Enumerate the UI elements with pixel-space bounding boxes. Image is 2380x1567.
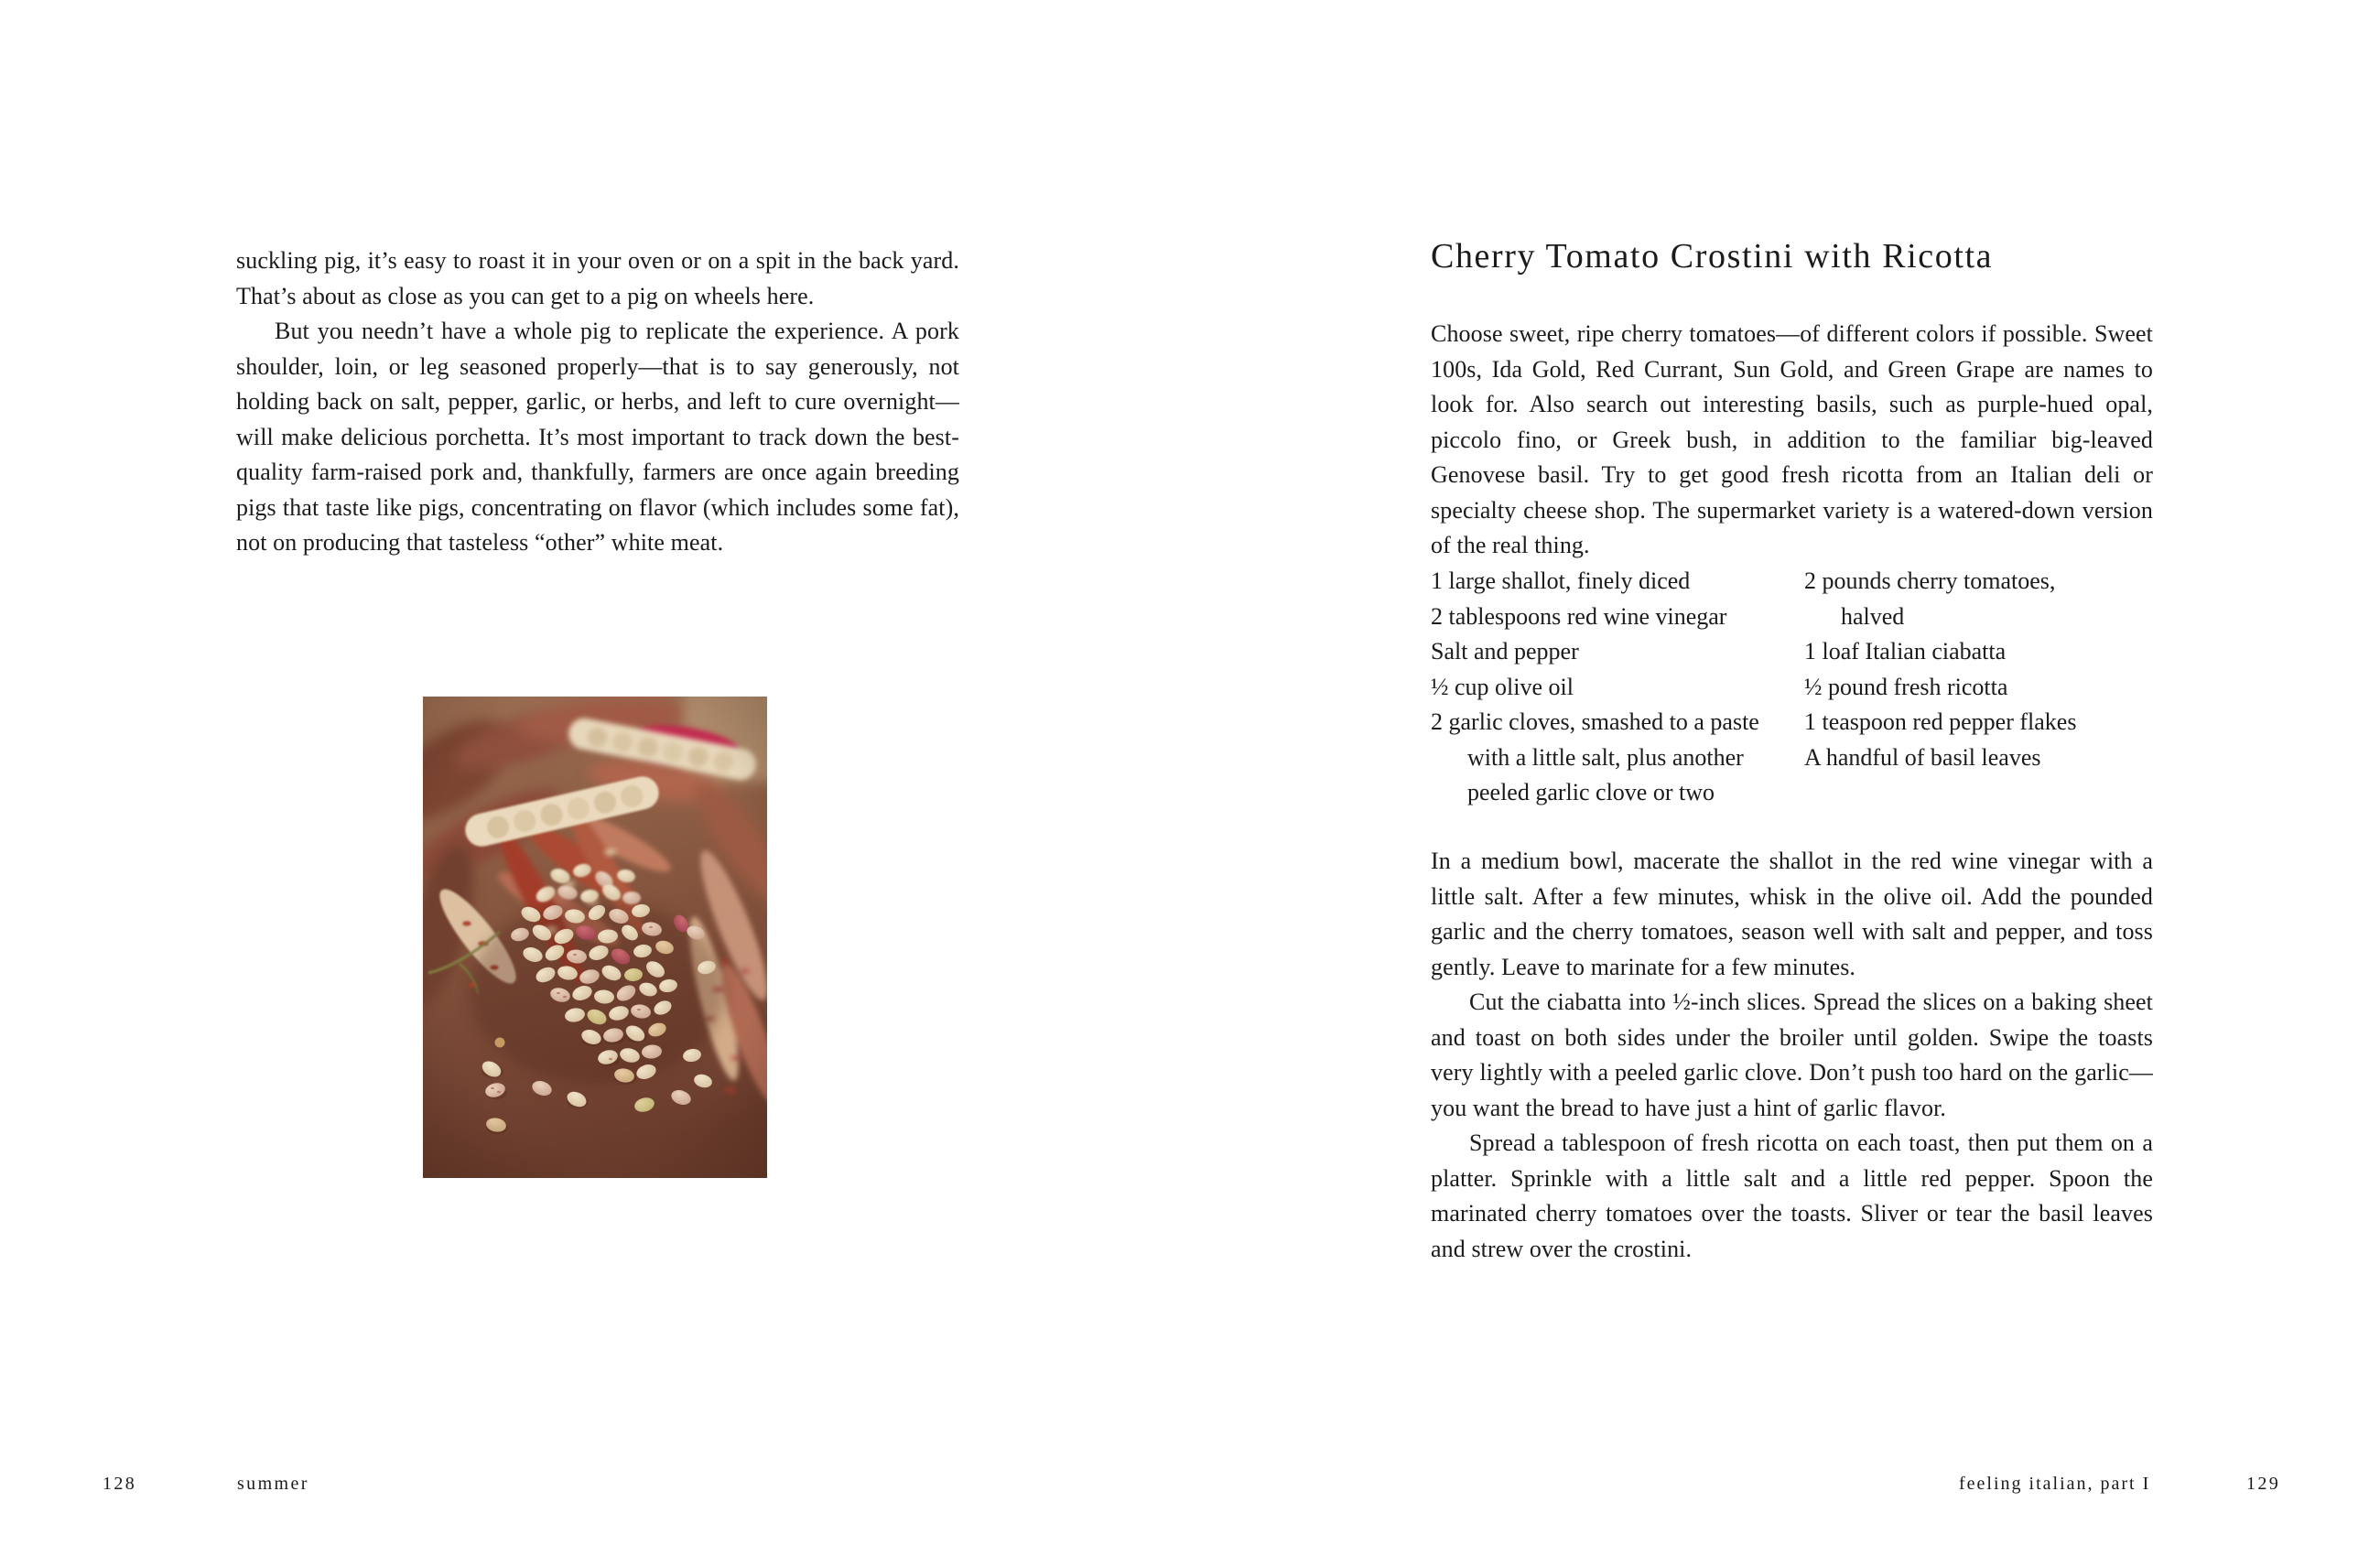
ingredient-line-continuation: halved <box>1841 602 1905 630</box>
beans-photo-illustration <box>423 697 767 1178</box>
body-paragraph-continuation: suckling pig, it’s easy to roast it in your oven or on a spit in the back yard. That’s about as close as you can get to a pig on wheels here. <box>236 247 959 309</box>
ingredient-line: A handful of basil leaves <box>1804 743 2041 771</box>
ingredient-line: Salt and pepper <box>1431 638 1579 665</box>
method-paragraph: Cut the ciabatta into ½-inch slices. Spread the slices on a baking sheet and toast on both sides under the broiler until golden. Swipe the toasts very lightly with a peeled garlic clove. Don’t push too hard on the garlic—you want the bread to have just a hint of garlic flavor. <box>1431 989 2153 1121</box>
ingredient-line: 1 teaspoon red pepper flakes <box>1804 708 2077 735</box>
method-paragraph: Spread a tablespoon of fresh ricotta on each toast, then put them on a platter. Sprinkle with a little salt and a little red pepper. Spoon the marinated cherry tomatoes over the toasts. Sliver or tear the basil leaves and strew over the crostini. <box>1431 1129 2153 1262</box>
method-text <box>1431 844 2153 1267</box>
running-foot-section: summer <box>237 1474 309 1494</box>
recipe-headnote: Choose sweet, ripe cherry tomatoes—of different colors if possible. Sweet 100s, Ida Gold, Red Currant, Sun Gold, and Green Grape are names to look for. Also search out interesting basils, such as purple-hued opal, piccolo fino, or Greek bush, in addition to the familiar big-leaved Genovese basil. Try to get good fresh ricotta from an Italian deli or specialty cheese shop. The supermarket variety is a watered-down version of the real thing. <box>1431 320 2153 558</box>
recipe-title: Cherry Tomato Crostini with Ricotta <box>1431 237 1994 276</box>
ingredient-line-continuation: peeled garlic clove or two <box>1467 779 1715 805</box>
running-foot-chapter: feeling italian, part I <box>1959 1474 2151 1494</box>
ingredient-line: ½ pound fresh ricotta <box>1804 673 2008 700</box>
ingredient-line: 1 large shallot, finely diced <box>1431 567 1691 594</box>
ingredient-line: ½ cup olive oil <box>1431 673 1574 700</box>
page-number-right: 129 <box>2246 1474 2281 1494</box>
ingredient-line: 2 pounds cherry tomatoes, <box>1804 567 2056 594</box>
method-paragraph: In a medium bowl, macerate the shallot in the red wine vinegar with a little salt. After a few minutes, whisk in the olive oil. Add the pounded garlic and the cherry tomatoes, season well with salt and pepper, and toss gently. Leave to marinate for a few minutes. <box>1431 848 2153 980</box>
ingredients-column-1 <box>1431 564 1804 811</box>
ingredients-column-2 <box>1804 564 2163 811</box>
body-paragraph: But you needn’t have a whole pig to replicate the experience. A pork shoulder, loin, or leg seasoned properly—that is to say generously, not holding back on salt, pepper, garlic, or herbs, and left to cure overnight—will make delicious porchetta. It’s most important to track down the best-quality farm-raised pork and, thankfully, farmers are once again breeding pigs that taste like pigs, concentrating on flavor (which includes some fat), not on producing that tasteless “other” white meat. <box>236 318 959 556</box>
beans-photo <box>423 697 767 1178</box>
ingredients-list <box>1431 564 2163 811</box>
ingredient-line-continuation: with a little salt, plus another <box>1467 743 1744 771</box>
left-page-text <box>236 243 959 561</box>
ingredient-line: 2 tablespoons red wine vinegar <box>1431 602 1727 630</box>
ingredient-line: 2 garlic cloves, smashed to a paste <box>1431 708 1759 735</box>
page-number-left: 128 <box>103 1474 137 1494</box>
ingredient-line: 1 loaf Italian ciabatta <box>1804 638 2007 665</box>
